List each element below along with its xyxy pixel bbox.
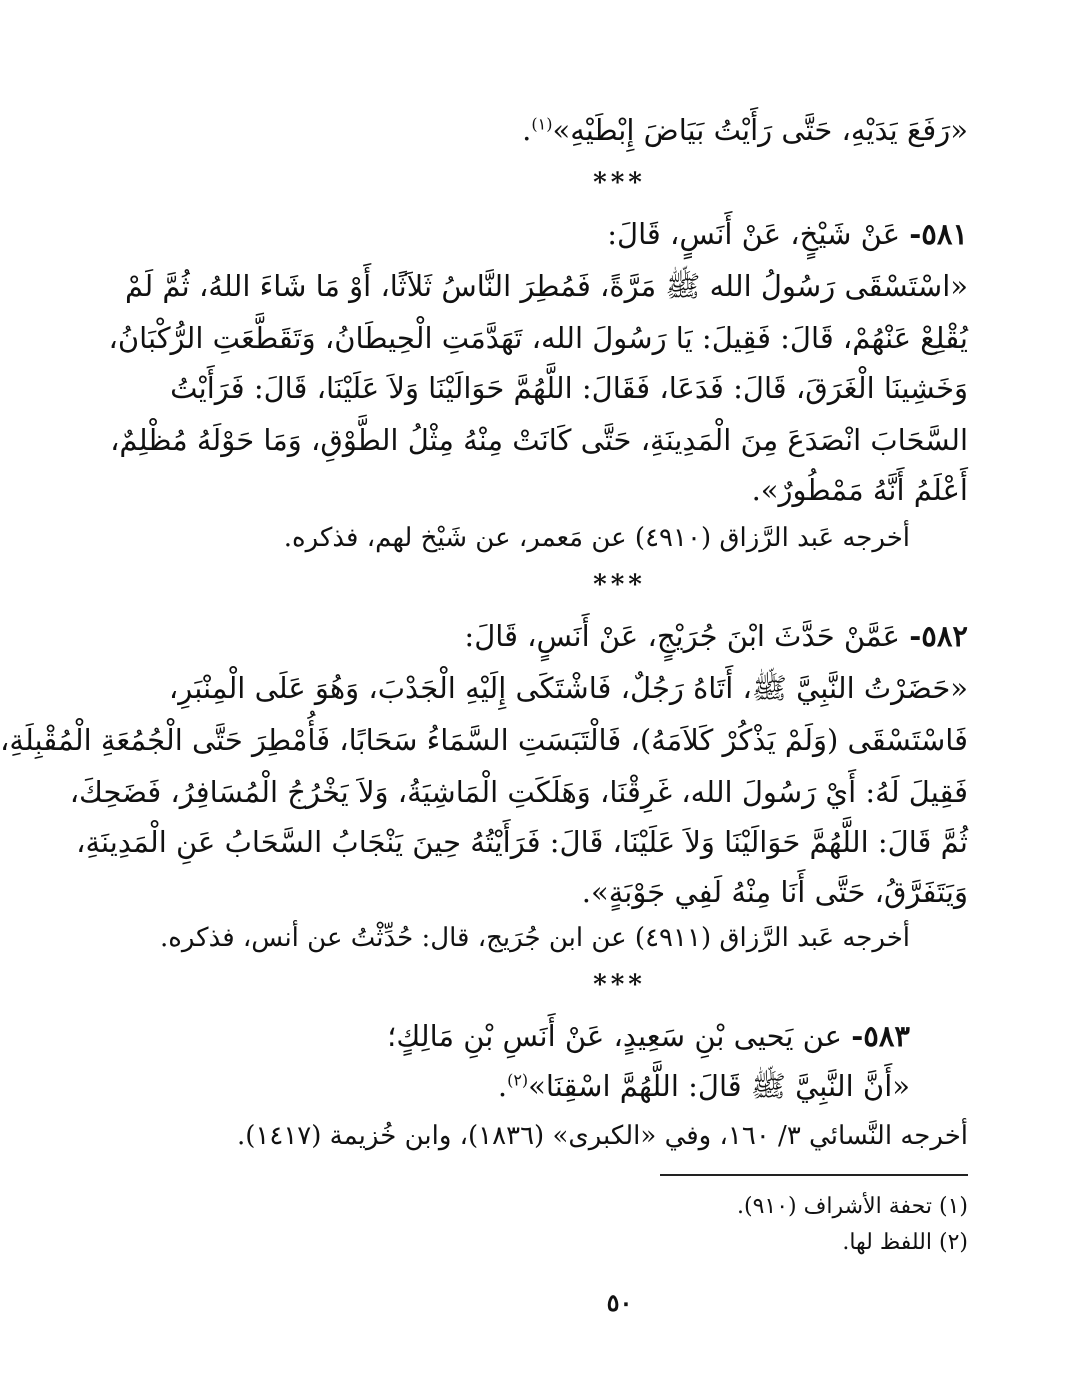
source-citation: أخرجه عَبد الرَّزاق (٤٩١١) عن ابن جُرَيج، قال: حُدِّثْتُ عن أنس، فذكره. [159,923,910,953]
text-line: فَاسْتَسْقَى (وَلَمْ يَذْكُرْ كَلاَمَهُ)، فَالْتَبَسَتِ السَّمَاءُ سَحَابًا، فَأُمْطِرَ حَتَّى الْجُمُعَةِ الْمُقْبِلَةِ، [0,723,968,757]
hadith-heading [229,616,968,656]
footnote-divider [660,1174,968,1176]
page-number: ٥٠ [606,1288,633,1317]
text-line: يُقْلِعْ عَنْهُمْ، قَالَ: فَقِيلَ: يَا رَسُولَ الله، تَهَدَّمَتِ الْحِيطَانُ، وَتَقَطَّعَتِ الرُّكْبَانُ، [108,321,968,355]
text-line: ثُمَّ قَالَ: اللَّهُمَّ حَوَالَيْنَا وَلاَ عَلَيْنَا، قَالَ: فَرَأَيْتُهُ حِينَ يَنْجَابُ السَّحَابُ عَنِ الْمَدِينَةِ، [76,825,968,859]
hadith-number: ٥٨١- [909,217,968,251]
text-line: «اسْتَسْقَى رَسُولُ الله ﷺ مَرَّةً، فَمُطِرَ النَّاسُ ثَلاَثًا، أَوْ مَا شَاءَ اللهُ، ثُمَّ لَمْ [125,269,968,303]
hadith-text: «رَفَعَ يَدَيْهِ، حَتَّى رَأَيْتُ بَيَاضَ إِبْطَيْهِ» [552,113,968,147]
text-line: فَقِيلَ لَهُ: أَيْ رَسُولَ الله، غَرِقْنَا، وَهَلَكَتِ الْمَاشِيَةُ، وَلاَ يَخْرُجُ الْمُسَافِرُ، فَضَحِكَ، [69,775,968,809]
hadith-number: ٥٨٣- [851,1019,910,1053]
section-separator: *** [593,970,646,1000]
hadith-chain: عَمَّنْ حَدَّثَ ابْنَ جُرَيْجٍ، عَنْ أَنَسٍ، قَالَ: [464,619,900,653]
footnote-2: (٢) اللفظ لها. [842,1230,968,1255]
hadith-text: «أَنَّ النَّبِيَّ ﷺ قَالَ: اللَّهُمَّ اسْقِنَا» [528,1069,910,1103]
hadith-heading [229,1016,910,1056]
footnote-1: (١) تحفة الأشراف (٩١٠). [737,1194,968,1219]
footnote-ref[interactable]: (١) [531,114,553,134]
section-separator: *** [593,168,646,198]
hadith-number: ٥٨٢- [909,619,968,653]
hadith-heading [229,214,968,254]
text-line: أَعْلَمُ أَنَّهُ مَمْطُورٌ». [751,473,968,507]
text-line: وَخَشِينَا الْغَرَقَ، قَالَ: فَدَعَا، فَقَالَ: اللَّهُمَّ حَوَالَيْنَا وَلاَ عَلَيْنَا، قَالَ: فَرَأَيْتُ [170,371,968,405]
source-citation: أخرجه عَبد الرَّزاق (٤٩١٠) عن مَعمر، عن شَيْخ لهم، فذكره. [283,523,910,553]
text-line: «أَنَّ النَّبِيَّ ﷺ قَالَ: اللَّهُمَّ اسْقِنَا»$^{(٢)}$. [497,1069,910,1103]
text-line: «رَفَعَ يَدَيْهِ، حَتَّى رَأَيْتُ بَيَاضَ إِبْطَيْهِ»$^{(١)}$. [522,113,968,147]
section-separator: *** [593,570,646,600]
text-line: السَّحَابَ انْصَدَعَ مِنَ الْمَدِينَةِ، حَتَّى كَانَتْ مِنْهُ مِثْلُ الطَّوْقِ، وَمَا حَوْلَهُ مُظْلِمٌ، [110,423,968,457]
text-line: وَيَتَفَرَّقُ، حَتَّى أَنَا مِنْهُ لَفِي جَوْبَةٍ». [581,875,968,909]
footnote-ref[interactable]: (٢) [507,1070,529,1090]
hadith-chain: عن يَحيى بْنِ سَعِيدٍ، عَنْ أَنَسِ بْنِ مَالِكٍ؛ [387,1019,842,1053]
hadith-chain: عَنْ شَيْخٍ، عَنْ أَنَسٍ، قَالَ: [607,217,900,251]
source-citation: أخرجه النَّسائي ٣/ ١٦٠، وفي «الكبرى» (١٨٣٦)، وابن خُزيمة (١٤١٧). [236,1121,968,1151]
text-line: «حَضَرْتُ النَّبِيَّ ﷺ، أَتَاهُ رَجُلٌ، فَاشْتَكَى إِلَيْهِ الْجَدْبَ، وَهُوَ عَلَى الْمِنْبَرِ، [168,671,968,705]
